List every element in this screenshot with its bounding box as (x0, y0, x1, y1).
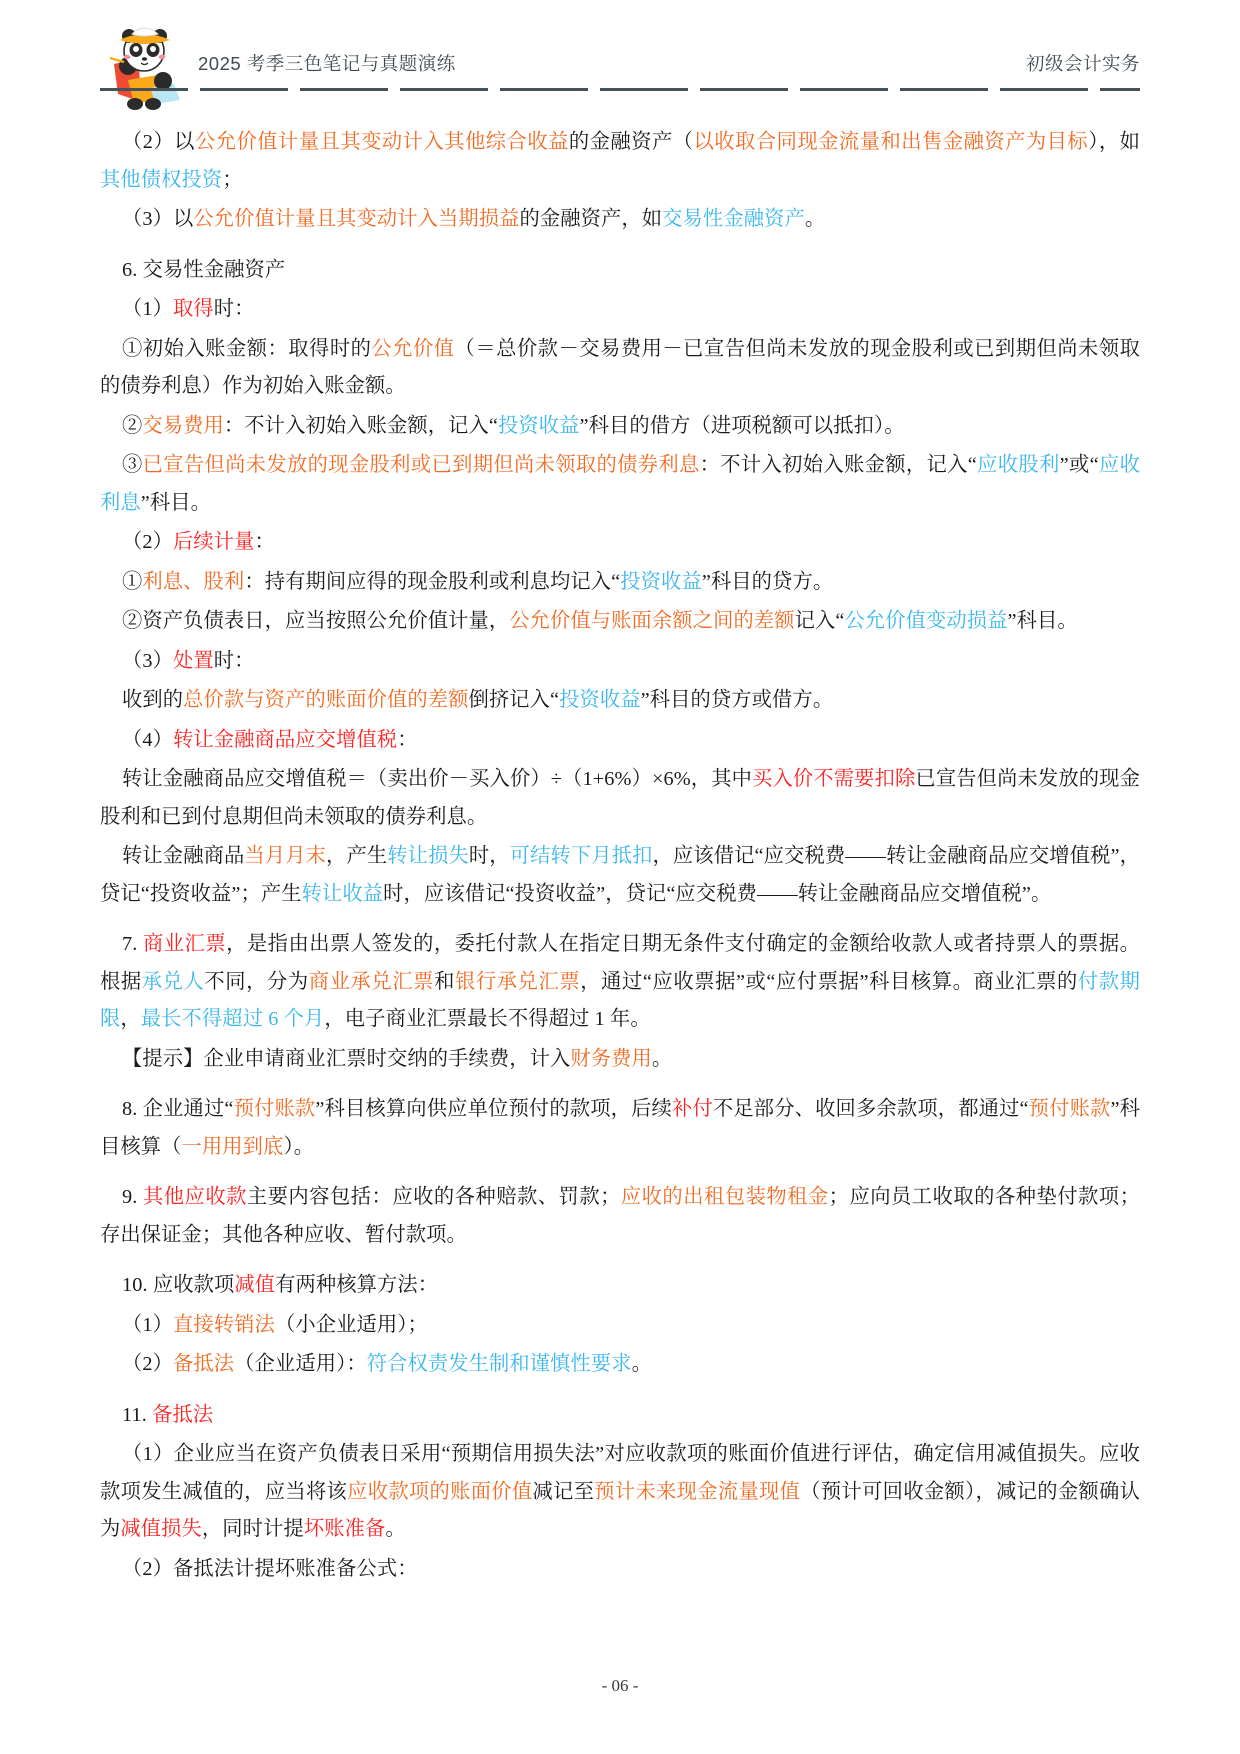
text-run-cyan: 交易性金融资产 (662, 208, 805, 230)
text-run-cyan: 最长不得超过 6 个月 (140, 1008, 325, 1030)
text-run-red: 转让金融商品应交增值税 (173, 728, 398, 751)
paragraph-balance-sheet-date (100, 603, 1140, 641)
text-run: （1） (122, 298, 174, 320)
text-run: ② (122, 414, 143, 437)
text-run-orange: 当月月末 (244, 845, 327, 867)
paragraph-allowance-formula-heading (100, 1551, 1140, 1589)
text-run-orange: 应收款项的账面价值 (347, 1480, 533, 1503)
text-run: 主要内容包括：应收的各种赔款、罚款； (246, 1186, 621, 1208)
paragraph-direct-writeoff (100, 1307, 1140, 1345)
text-run: 7. (122, 933, 143, 955)
text-run-orange: 公允价值计量且其变动计入其他综合收益 (194, 131, 569, 153)
paragraph-other-receivables (100, 1179, 1140, 1254)
text-run-cyan: 付款期限 (100, 970, 1141, 1030)
text-run-orange: 应收的出租包装物租金 (620, 1186, 829, 1208)
paragraph-fvoci (100, 124, 1140, 199)
text-run-cyan: 符合权责发生制和谨慎性要求 (366, 1353, 632, 1375)
text-run: （3）以 (122, 208, 194, 230)
text-run: ③ (122, 454, 143, 476)
paragraph-disposal-detail (100, 682, 1140, 720)
text-run-orange: 公允价值与账面余额之间的差额 (509, 610, 795, 632)
text-run: 收到的 (122, 689, 184, 711)
text-run: 11. (122, 1403, 153, 1426)
text-run: （2）备抵法计提坏账准备公式： (122, 1557, 418, 1580)
text-run-orange: 已宣告但尚未发放的现金股利或已到期但尚未领取的债券利息 (142, 454, 700, 476)
text-run-red: 备抵法 (152, 1403, 214, 1426)
paragraph-transaction-fee (100, 408, 1140, 446)
paragraph-allowance-method (100, 1346, 1140, 1384)
text-run: 的金融资产，如 (519, 208, 663, 230)
text-run: （企业适用）： (234, 1353, 367, 1375)
text-run: 。 (631, 1353, 653, 1375)
text-run-orange: 银行承兑汇票 (454, 970, 581, 993)
text-run: ：不计入初始入账金额，记入“ (699, 454, 977, 476)
paragraph-vat-formula (100, 761, 1140, 836)
text-run: ，是指由出票人签发的，委托付款人在指定日期无条件支付确定的金额给收款人或者持票人的票据。根据 (100, 933, 1140, 993)
text-run: 和 (434, 970, 455, 993)
text-run: ②资产负债表日，应当按照公允价值计量， (122, 610, 510, 632)
text-run: （1）企业应当在资产负债表日采用“预期信用损失法”对应收款项的账面价值进行评估，确定信用减值损失。应收款项发生减值的，应当将该 (100, 1443, 1140, 1503)
text-run: ）。 (283, 1135, 315, 1158)
paragraph-disposal-heading (100, 643, 1140, 681)
text-run-orange: 财务费用 (570, 1047, 652, 1070)
text-run: （4） (122, 728, 174, 751)
text-run: ，电子商业汇票最长不得超过 1 年。 (324, 1008, 651, 1030)
text-run: 。 (385, 1518, 406, 1540)
paragraph-interest-dividend (100, 564, 1140, 602)
text-run-orange: 预计未来现金流量现值 (594, 1480, 801, 1503)
text-run: （2） (122, 1353, 174, 1375)
text-run-red: 取得 (173, 298, 214, 320)
text-run: 时，应该借记“投资收益”，贷记“应交税费——转让金融商品应交增值税”。 (383, 882, 1052, 905)
text-run-red: 商业汇票 (142, 933, 227, 955)
text-run-orange: 备抵法 (173, 1353, 235, 1375)
text-run-orange: 直接转销法 (173, 1313, 275, 1336)
heading-item-6 (100, 252, 1140, 290)
text-run: （1） (122, 1313, 174, 1336)
text-run-cyan: 承兑人 (141, 970, 205, 993)
text-run: ， (120, 1008, 141, 1030)
text-run: ”科目的借方（进项税额可以抵扣）。 (579, 414, 905, 437)
text-run-cyan: 其他债权投资 (100, 168, 223, 191)
paragraph-initial-amount (100, 331, 1140, 406)
text-run: 不同，分为 (204, 970, 309, 993)
header-subject: 初级会计实务 (1025, 53, 1140, 74)
text-run: ，产生 (326, 845, 388, 867)
paragraph-commercial-draft (100, 926, 1140, 1039)
text-run: ），如 (1088, 131, 1140, 153)
text-run: ：不计入初始入账金额，记入“ (223, 414, 498, 437)
page-footer: - 06 - (601, 1676, 639, 1695)
text-run: ”或“ (1059, 454, 1099, 476)
text-run: 时： (213, 649, 255, 672)
text-run-red: 其他应收款 (142, 1186, 247, 1208)
text-run: （2）以 (122, 131, 195, 153)
text-run-red: 减值 (234, 1274, 276, 1296)
text-run: 记入“ (794, 610, 845, 632)
text-run: 有两种核算方法： (275, 1274, 439, 1296)
text-run: （＝总价款－交易费用－已宣告但尚未发放的现金股利或已到期但尚未领取的债券利息）作为初始入账金额。 (100, 337, 1140, 397)
paragraph-prepayment (100, 1091, 1140, 1166)
paragraph-subsequent-heading (100, 524, 1140, 562)
text-run: ； (222, 168, 243, 191)
text-run: 的金融资产（ (568, 131, 694, 153)
text-run-red: 处置 (173, 649, 214, 672)
text-run: 已宣告但尚未发放的现金股利和已到付息期但尚未领取的债券利息。 (100, 768, 1140, 828)
text-run: ：持有期间应得的现金股利或利息均记入“ (244, 570, 621, 593)
text-run-cyan: 可结转下月抵扣 (509, 845, 653, 867)
heading-item-11 (100, 1397, 1140, 1435)
text-run: 转让金融商品 (122, 845, 245, 867)
text-run: 倒挤记入“ (468, 689, 560, 711)
text-run: （3） (122, 649, 174, 672)
text-run: 。 (651, 1047, 673, 1070)
text-run: ”科目。 (1007, 610, 1078, 632)
text-run-red: 坏账准备 (303, 1518, 386, 1540)
paragraph-ecl-assessment (100, 1436, 1140, 1549)
document-body (100, 110, 1140, 1588)
text-run-cyan: 投资收益 (559, 689, 641, 711)
header-title: 2025 考季三色笔记与真题演练 (198, 53, 456, 74)
text-run: 时， (468, 845, 510, 867)
page-header (100, 0, 1140, 110)
text-run-red: 买入价不需要扣除 (752, 768, 916, 790)
text-run-orange: 预付账款 (233, 1098, 316, 1120)
paragraph-declared-dividends (100, 447, 1140, 522)
text-run-red: 补付 (672, 1098, 713, 1120)
text-run-red: 后续计量 (173, 531, 255, 553)
text-run: 不足部分、收回多余款项，都通过“ (712, 1098, 1029, 1120)
text-run: 8. 企业通过“ (122, 1098, 234, 1120)
text-run: 10. 应收款项 (122, 1274, 235, 1296)
text-run-orange: 总价款与资产的账面价值的差额 (183, 689, 469, 711)
text-run: （2） (122, 531, 174, 553)
text-run-red: 减值损失 (120, 1518, 202, 1540)
panda-mascot-icon (108, 18, 186, 110)
text-run: ，同时计提 (201, 1518, 304, 1540)
text-run: ① (122, 570, 143, 593)
text-run: ”科目。 (140, 491, 212, 514)
text-run-cyan: 公允价值变动损益 (844, 610, 1008, 632)
text-run: ①初始入账金额：取得时的 (122, 337, 372, 360)
text-run-orange: 公允价值 (371, 337, 455, 360)
text-run: ，通过“应收票据”或“应付票据”科目核算。商业汇票的 (580, 970, 1078, 993)
text-run: ”科目的贷方。 (701, 570, 834, 593)
text-run: 6. 交易性金融资产 (122, 258, 286, 281)
text-run: 。 (804, 208, 826, 230)
paragraph-acquisition-heading (100, 291, 1140, 329)
text-run-orange: 以收取合同现金流量和出售金融资产为目标 (693, 131, 1089, 153)
text-run-orange: 预付账款 (1028, 1098, 1111, 1120)
text-run-cyan: 应收利息 (100, 454, 1141, 514)
text-run: （预计可回收金额），减记的金额确认为 (100, 1480, 1140, 1540)
text-run: ，应该借记“应交税费——转让金融商品应交增值税”，贷记“投资收益”；产生 (100, 845, 1141, 905)
text-run-cyan: 投资收益 (620, 570, 702, 593)
text-run-orange: 交易费用 (142, 414, 224, 437)
text-run: 减记至 (532, 1480, 595, 1503)
header-divider (100, 88, 1140, 91)
text-run: （小企业适用）； (274, 1313, 428, 1336)
text-run: 时： (213, 298, 255, 320)
text-run: ”科目核算向供应单位预付的款项，后续 (315, 1098, 673, 1120)
paragraph-tip-fee (100, 1041, 1140, 1079)
text-run-orange: 利息、股利 (142, 570, 245, 593)
text-run: ： (397, 728, 418, 751)
text-run: 【提示】企业申请商业汇票时交纳的手续费，计入 (122, 1047, 571, 1070)
text-run: ；应向员工收取的各种垫付款项；存出保证金；其他各种应收、暂付款项。 (100, 1186, 1140, 1246)
text-run: ”科目的贷方或借方。 (640, 689, 834, 711)
text-run: 9. (122, 1186, 143, 1208)
text-run-orange: 公允价值计量且其变动计入当期损益 (193, 208, 520, 230)
text-run-orange: 商业承兑汇票 (308, 970, 435, 993)
paragraph-impairment-methods (100, 1267, 1140, 1305)
text-run: ： (254, 531, 275, 553)
text-run-cyan: 应收股利 (976, 454, 1060, 476)
paragraph-vat-carryforward (100, 838, 1140, 913)
text-run: ”科目核算（ (100, 1098, 1140, 1158)
text-run: 转让金融商品应交增值税＝（卖出价－买入价）÷（1+6%）×6%，其中 (122, 768, 753, 790)
paragraph-fvtpl (100, 201, 1140, 239)
paragraph-vat-heading (100, 722, 1140, 760)
text-run-cyan: 转让收益 (301, 882, 384, 905)
text-run-cyan: 投资收益 (497, 414, 580, 437)
text-run-orange: 一用用到底 (181, 1135, 284, 1158)
text-run-cyan: 转让损失 (387, 845, 469, 867)
